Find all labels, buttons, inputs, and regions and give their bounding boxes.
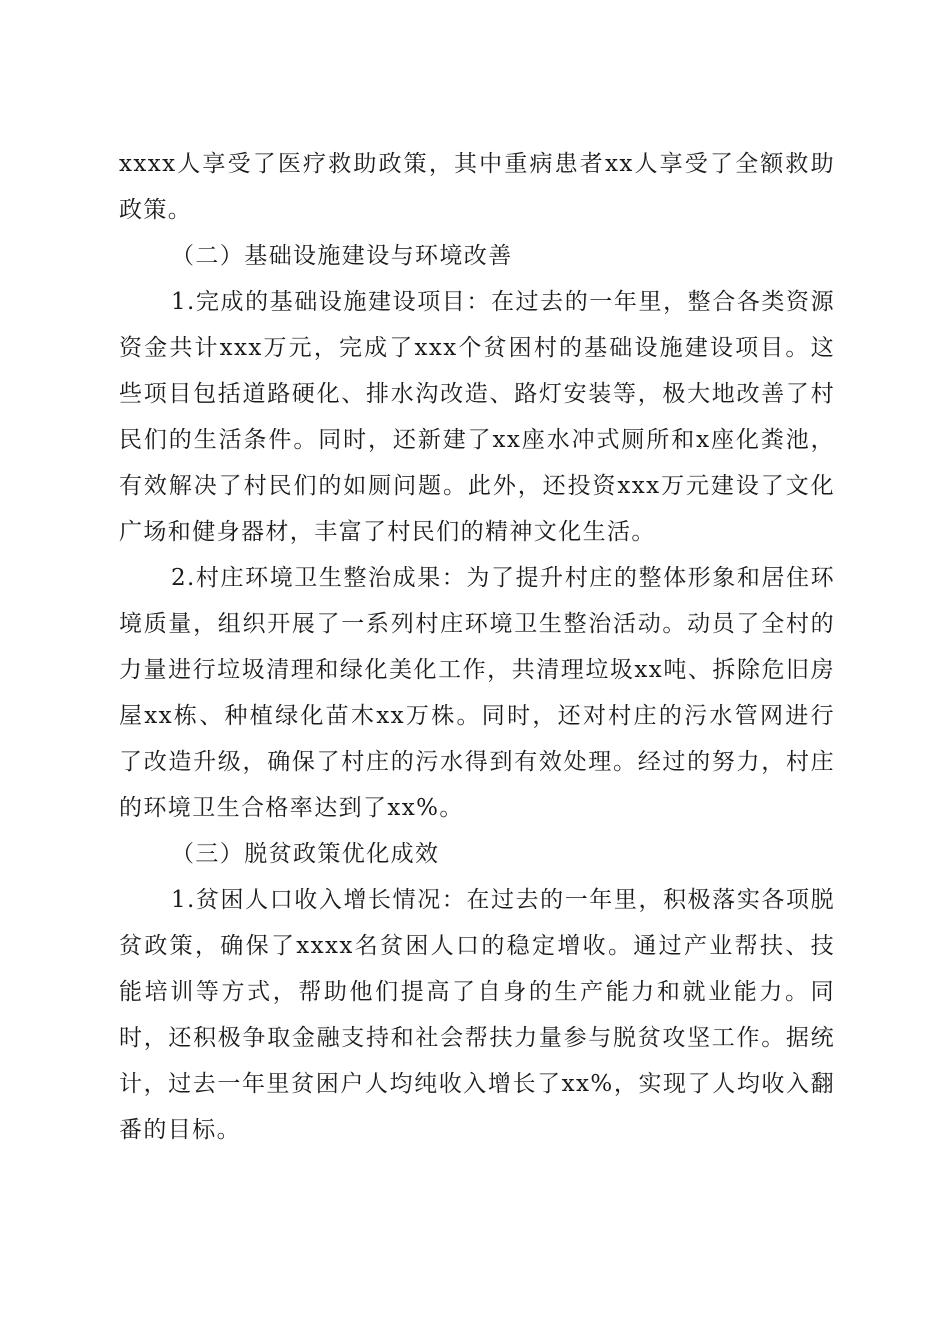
paragraph-income-growth: 1.贫困人口收入增长情况：在过去的一年里，积极落实各项脱贫政策，确保了xxxx名贫困人口的稳定增收。通过产业帮扶、技能培训等方式，帮助他们提高了自身的生产能力和就业能力。同时，还积极争取金融支持和社会帮扶力量参与脱贫攻坚工作。据统计，过去一年里贫困户人均纯收入增长了xx%，实现了人均收入翻番的目标。 [119,887,835,1143]
document-body [119,141,835,1153]
paragraph-village-sanitation: 2.村庄环境卫生整治成果：为了提升村庄的整体形象和居住环境质量，组织开展了一系列村庄环境卫生整治活动。动员了全村的力量进行垃圾清理和绿化美化工作，共清理垃圾xx吨、拆除危旧房屋xx栋、种植绿化苗木xx万株。同时，还对村庄的污水管网进行了改造升级，确保了村庄的污水得到有效处理。经过的努力，村庄的环境卫生合格率达到了xx%。 [119,565,835,821]
paragraph-infrastructure-projects: 1.完成的基础设施建设项目：在过去的一年里，整合各类资源资金共计xxx万元，完成了xxx个贫困村的基础设施建设项目。这些项目包括道路硬化、排水沟改造、路灯安装等，极大地改善了村民们的生活条件。同时，还新建了xx座水冲式厕所和x座化粪池，有效解决了村民们的如厕问题。此外，还投资xxx万元建设了文化广场和健身器材，丰富了村民们的精神文化生活。 [119,289,835,545]
section-heading-infrastructure: （二）基础设施建设与环境改善 [171,243,513,269]
paragraph-continuation: xxxx人享受了医疗救助政策，其中重病患者xx人享受了全额救助政策。 [119,151,835,223]
section-heading-policy-optimization: （三）脱贫政策优化成效 [171,841,440,867]
